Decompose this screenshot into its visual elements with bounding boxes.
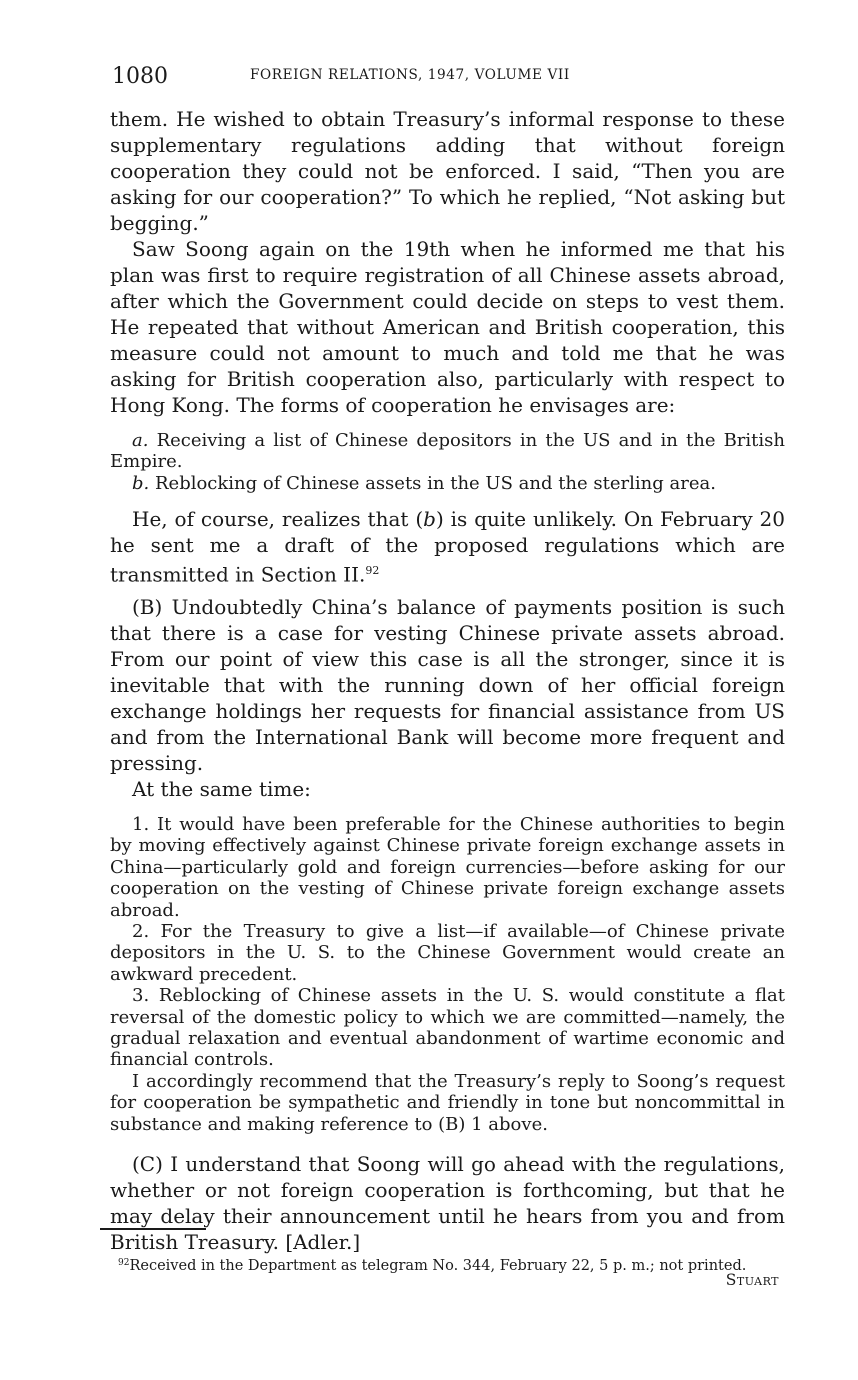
recommendation: I accordingly recommend that the Treasury’s reply to Soong’s request for cooperation be sympathetic and friendly in tone but noncommittal in substance and making reference to (B) 1 above. <box>110 1070 785 1135</box>
list-marker-b: b. <box>132 472 150 494</box>
list-item-b <box>110 473 785 494</box>
list-marker-a: a. <box>132 430 149 451</box>
point-3: 3. Reblocking of Chinese assets in the U. S. would constitute a flat reversal of the domestic policy to which we are committed—namely, the gradual relaxation and eventual abandonment of wartime economic and financial controls. <box>110 985 785 1071</box>
footnote-text: Received in the Department as telegram No. 344, February 22, 5 p. m.; not printed. <box>129 1257 747 1274</box>
paragraph-continued: them. He wished to obtain Treasury’s informal response to these supplementary regulations adding that without foreign cooperation they could not be enforced. I said, “Then you are asking for our cooperation?” To which he replied, “Not asking but begging.” <box>110 107 785 235</box>
body-text <box>110 106 785 1289</box>
cooperation-list <box>110 430 785 494</box>
footnote-marker: 92 <box>118 1257 130 1268</box>
list-text-a: Receiving a list of Chinese depositors in the US and in the British Empire. <box>110 430 785 473</box>
running-head: FOREIGN RELATIONS, 1947, VOLUME VII <box>250 67 570 83</box>
list-item-a <box>110 430 785 473</box>
point-2: 2. For the Treasury to give a list—if available—of Chinese private depositors in the U. S. to the Chinese Government would create an awkward precedent. <box>110 920 785 985</box>
footnote-ref: 92 <box>365 564 380 578</box>
paragraph-draft-regulations: He, of course, realizes that (b) is quite unlikely. On February 20 he sent me a draft of the proposed regulations which are transmitted in Section II.$^{92}$ <box>110 507 785 587</box>
signature: Stuart <box>725 1270 779 1289</box>
footnote-rule <box>100 1228 206 1230</box>
paragraph-soong-plan: Saw Soong again on the 19th when he informed me that his plan was first to require registration of all Chinese assets abroad, after which the Government could decide on steps to vest them. He repeated that without American and British cooperation, this measure could not amount to much and told me that he was asking for British cooperation also, particularly with respect to Hong Kong. The forms of cooperation he envisages are: <box>110 237 785 417</box>
point-1: 1. It would have been preferable for the Chinese authorities to begin by moving effectively against Chinese private foreign exchange assets in China—particularly gold and foreign currencies—before asking for our cooperation on the vesting of Chinese private foreign exchange assets abroad. <box>110 813 785 921</box>
footnote <box>100 1255 780 1276</box>
paragraph-section-b: (B) Undoubtedly China’s balance of payments position is such that there is a case for vesting Chinese private assets abroad. From our point of view this case is all the stronger, since it is inevitable that with the running down of her official foreign exchange holdings her requests for financial assistance from US and from the International Bank will become more frequent and pressing. <box>110 594 785 775</box>
page-number: 1080 <box>112 64 168 89</box>
page-header <box>112 64 792 90</box>
paragraph-section-c: (C) I understand that Soong will go ahead with the regulations, whether or not foreign cooperation is forthcoming, but that he may delay their announcement until he hears from you and from British Treasury. [Adler.] <box>110 1151 785 1254</box>
numbered-points <box>110 814 785 1135</box>
paragraph-same-time: At the same time: <box>132 776 311 801</box>
list-text-b: Reblocking of Chinese assets in the US and the sterling area. <box>154 472 716 494</box>
